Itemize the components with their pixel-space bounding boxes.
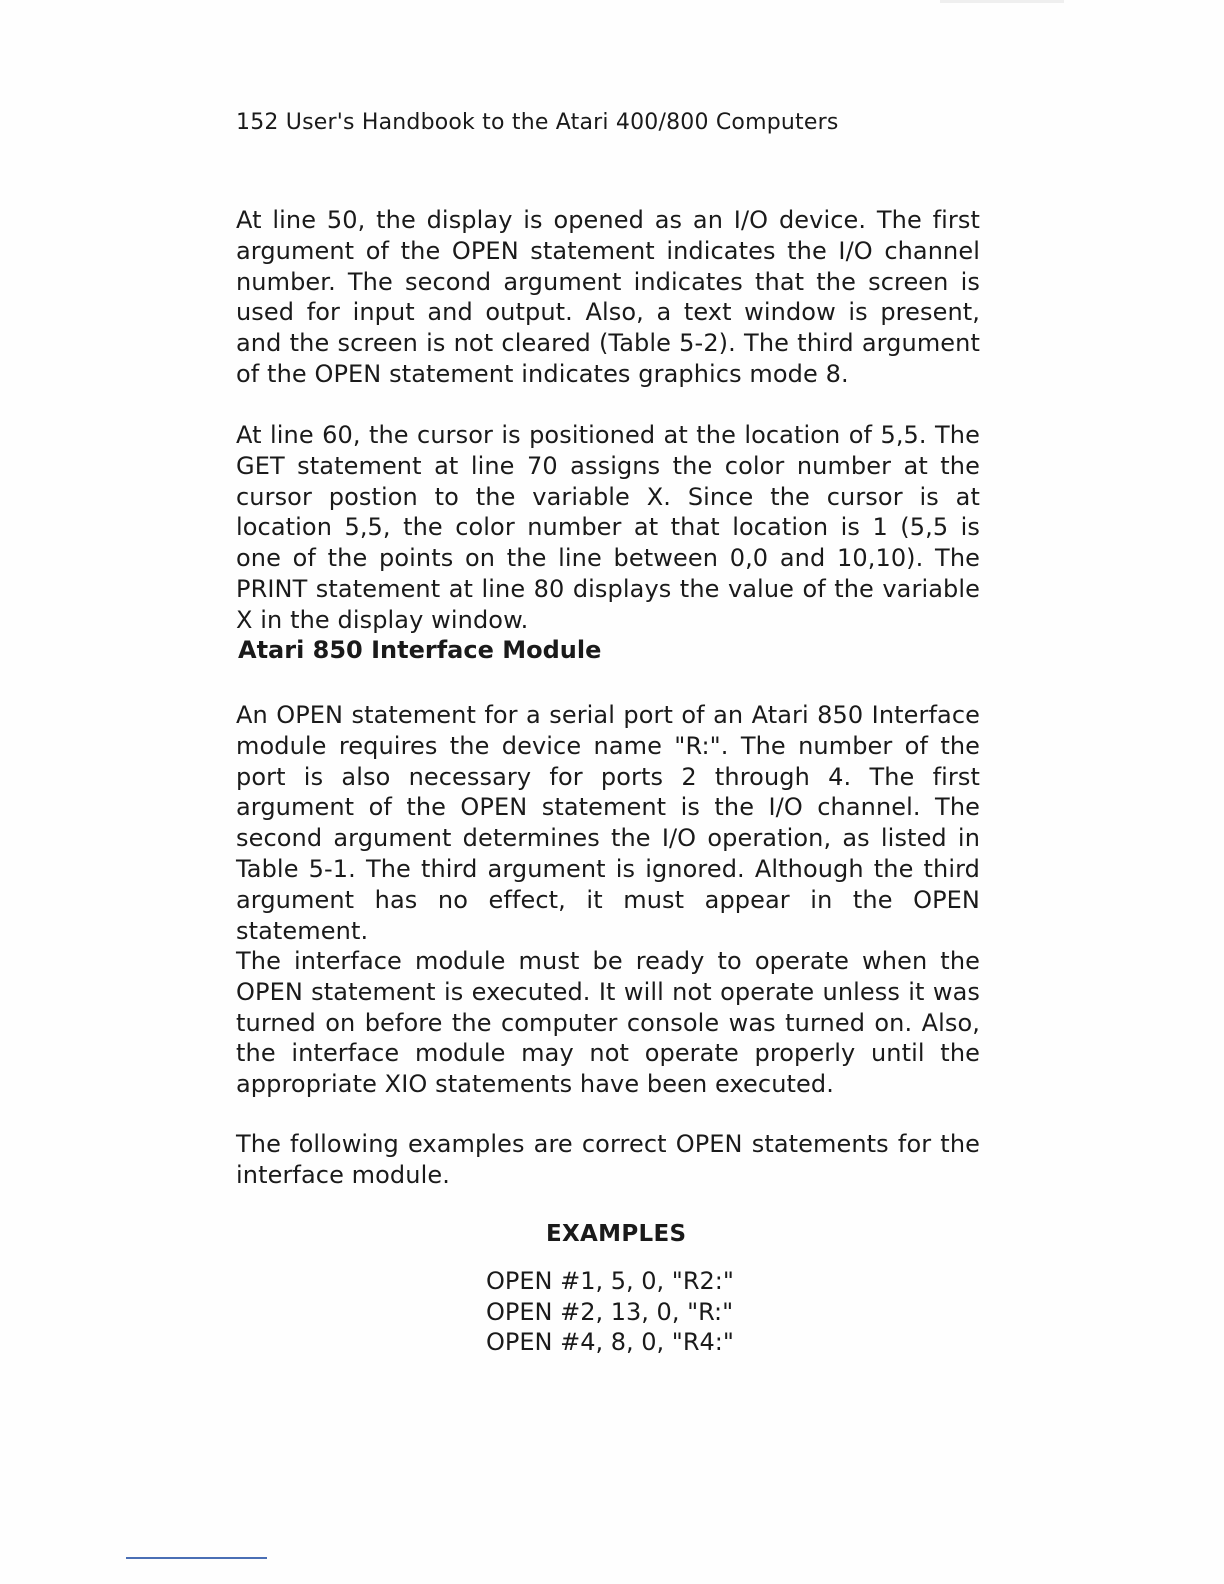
running-head: 152 User's Handbook to the Atari 400/800 Computers [236,110,839,135]
examples-heading: EXAMPLES [546,1221,687,1247]
paragraph-examples-intro: The following examples are correct OPEN statements for the interface module. [236,1130,980,1189]
paragraph-cursor-get: At line 60, the cursor is positioned at the location of 5,5. The GET statement at line 70 assigns the color number at the cursor postion to the variable X. Since the cursor is at location 5,5, the color number at that location is 1 (5,5 is one of the points on the line between 0,0 and 10,10). The PRINT statement at line 80 displays the value of the variable X in the display window. [236,421,980,634]
scan-edge-mark [940,0,1064,3]
paragraph-interface-ready: The interface module must be ready to operate when the OPEN statement is executed. It will not operate unless it was turned on before the computer console was turned on. Also, the interface module may not operate properly until the appropriate XIO statements have been executed. [236,947,980,1099]
section-heading: Atari 850 Interface Module [238,636,602,664]
example-line: OPEN #4, 8, 0, "R4:" [486,1328,734,1356]
example-line: OPEN #1, 5, 0, "R2:" [486,1267,734,1295]
example-line: OPEN #2, 13, 0, "R:" [486,1297,734,1326]
footnote-rule [126,1557,267,1559]
paragraph-display-open: At line 50, the display is opened as an I/O device. The first argument of the OPEN statement indicates the I/O channel number. The second argument indicates that the screen is used for input and output. Also, a text window is present, and the screen is not cleared (Table 5-2). The third argument of the OPEN statement indicates graphics mode 8. [236,206,980,388]
paragraph-serial-port: An OPEN statement for a serial port of an Atari 850 Interface module requires the device name "R:". The number of the port is also necessary for ports 2 through 4. The first argument of the OPEN statement is the I/O channel. The second argument determines the I/O operation, as listed in Table 5-1. The third argument is ignored. Although the third argument has no effect, it must appear in the OPEN statement. [236,701,980,945]
examples-list [486,1266,734,1358]
